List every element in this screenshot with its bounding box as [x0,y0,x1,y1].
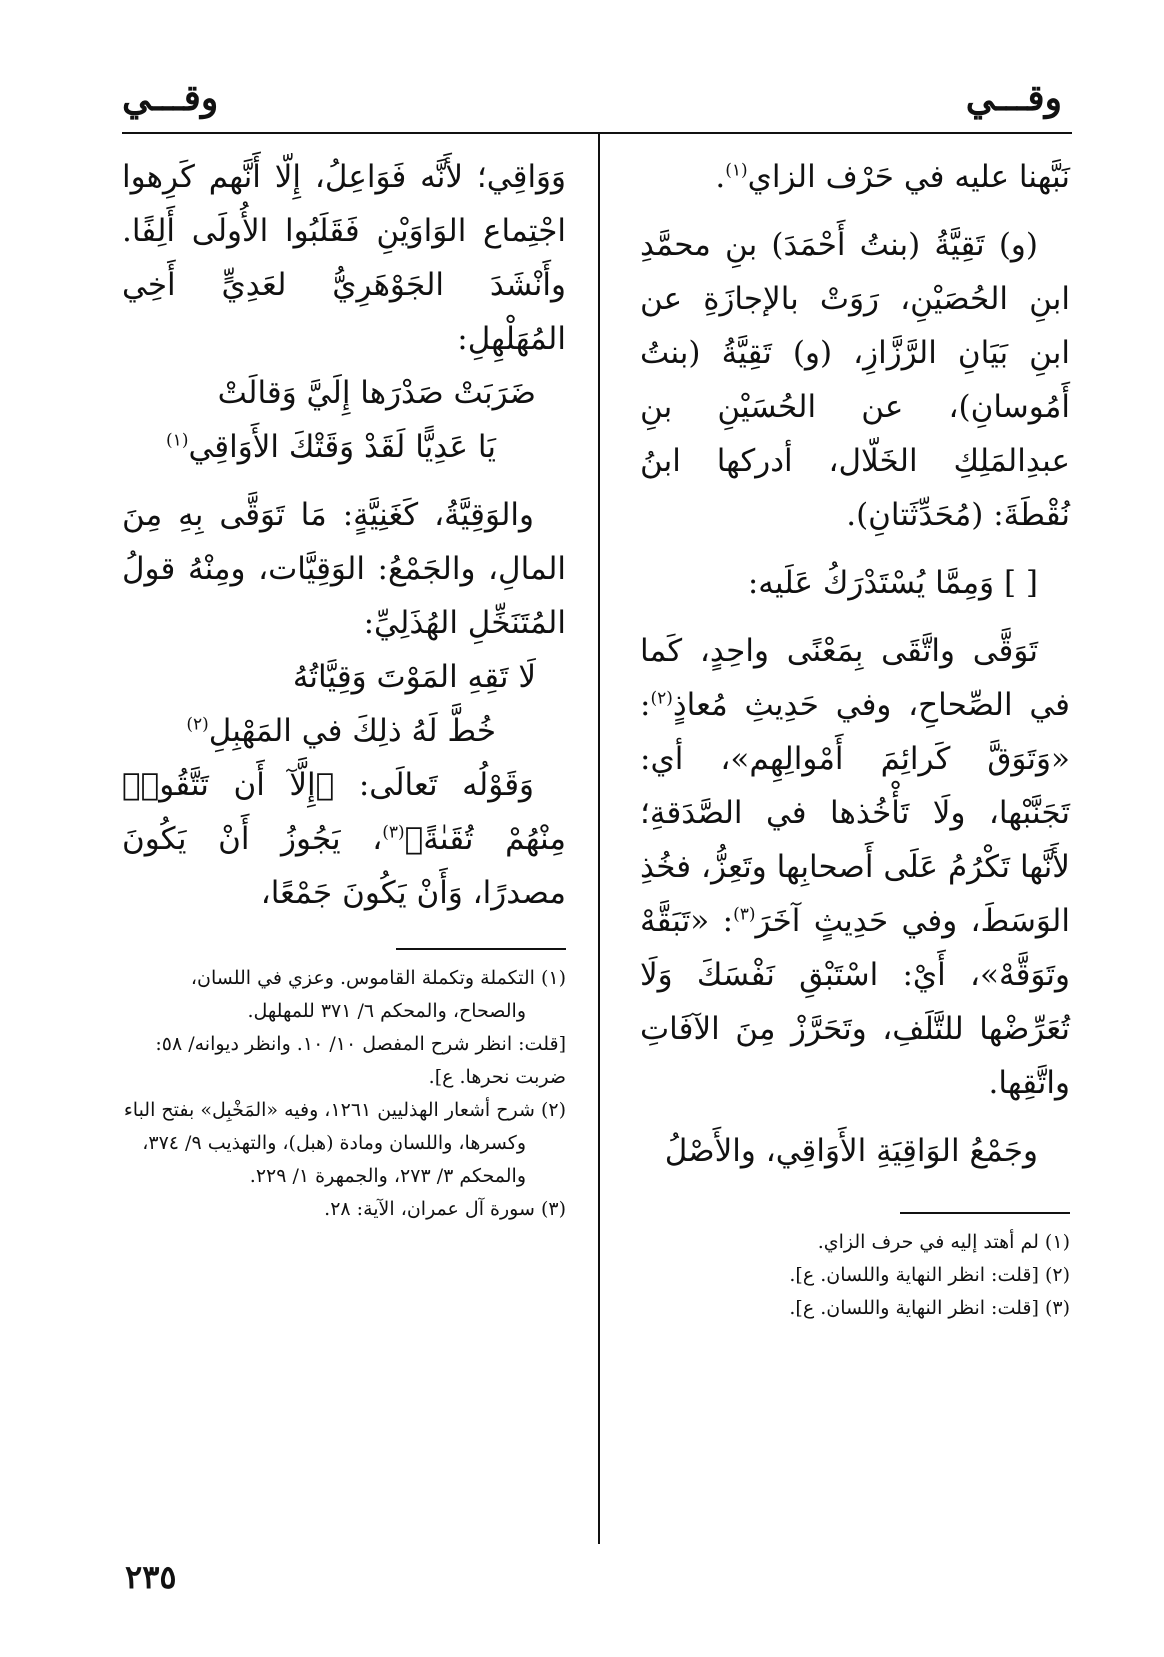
paragraph: وَوَاقِي؛ لأَنَّه فَوَاعِلُ، إِلّا أَنَّهم كَرِهوا اجْتِماع الوَاوَيْنِ فَقَلَبُوا الأُولَى أَلِفًا. وأَنْشَدَ الجَوْهَرِيُّ لعَدِيٍّ أَخِي المُهَلْهِلِ: [122,159,566,357]
paragraph: [ ] وَمِمَّا يُسْتَدْرَكُ عَلَيه: [747,565,1038,601]
running-header [122,70,1072,134]
verse-line: ضَرَبَتْ صَدْرَها إِلَيَّ وَقالَتْ [217,375,536,411]
header-word-right: وقـــي [965,77,1062,119]
footnotes [640,1226,1070,1325]
paragraph-text: تَوَقَّى واتَّقَى بِمَعْنًى واحِدٍ، كَما في الصِّحاحِ، وفي حَدِيثِ مُعاذٍ [640,633,1070,723]
paragraph [640,624,1070,1110]
paragraph [122,758,566,920]
footnote: (١) التكملة وتكملة القاموس. وعزي في اللسان، والصحاح، والمحكم ٦/ ٣٧١ للمهلهل. [190,967,566,1022]
footnote-marker: (٢) [186,714,209,735]
paragraph-text: : [722,903,734,939]
header-word-left: وقـــي [122,77,219,119]
verse-line [122,704,566,758]
verse-line [122,420,566,474]
footnote-marker: (٢) [650,688,673,709]
footnote: (٢) [قلت: انظر النهاية واللسان. ع]. [789,1264,1070,1286]
page-number: ٢٣٥ [125,1558,177,1596]
verse-line: لَا تَقِهِ المَوْتَ وَقِيَّاتُهُ [292,659,536,695]
footnote-marker: (١) [725,160,748,181]
verse-text: يَا عَدِيًّا لَقَدْ وَقَتْكَ الأَوَاقِي [188,429,496,465]
footnote: (١) لم أهتد إليه في حرف الزاي. [817,1231,1070,1253]
verse-text: خُطَّ لَهُ ذلِكَ في المَهْبِلِ [208,713,496,749]
paragraph-text: وَقَوْلُه تَعالَى: ﴿إِلَّآ أَن تَتَّقُوا۟ مِنْهُمْ تُقَىٰةً﴾ [122,767,566,857]
footnotes [122,962,566,1226]
paragraph-text: . [715,159,726,195]
footnote-marker: (٣) [382,822,405,843]
paragraph: (و) تَقِيَّةُ (بنتُ أَحْمَدَ) بنِ محمَّدِ ابنِ الحُصَيْنِ، رَوَتْ بالإجازَةِ عن ابنِ بَيَانِ الرَّزَّازِ، (و) تَقِيَّةُ (بنتُ أَمُوسانِ)، عن الحُسَيْنِ بنِ عبدِالمَلِكِ الخَلّال، أدركها ابنُ نُقْطَةَ: (مُحَدِّثَتانِ). [640,227,1070,533]
footnote: [قلت: انظر شرح المفصل ١٠/ ١٠. وانظر ديوانه/ ٥٨: ضربت نحرها. ع]. [155,1033,566,1088]
left-column [122,150,566,1226]
column-divider [598,134,600,1544]
footnote: (٣) [قلت: انظر النهاية واللسان. ع]. [789,1297,1070,1319]
right-column [640,150,1070,1325]
footnote: (٢) شرح أشعار الهذليين ١٢٦١، وفيه «المَخْبِل» بفتح الباء وكسرها، واللسان ومادة (هبل)، والتهذيب ٩/ ٣٧٤، والمحكم ٣/ ٢٧٣، والجمهرة ١/ ٢٢٩. [123,1099,566,1187]
footnote-marker: (٣) [733,904,756,925]
paragraph [640,150,1070,204]
paragraph-text: : «وَتَوَقَّ كَرائِمَ أَمْوالِهِم»، أي: تَجَنَّبْها، ولَا تَأْخُذها في الصَّدَقةِ؛ لأَنَّها تَكْرُمُ عَلَى أَصحابِها وتَعِزُّ، فخُذِ الوَسَطَ، وفي حَدِيثٍ آخَرَ [640,687,1070,939]
paragraph: والوَقِيَّةُ، كَغَنِيَّةٍ: مَا تَوَقَّى بِهِ مِنَ المالِ، والجَمْعُ: الوَقِيَّات، ومِنْهُ قولُ المُتَنَخِّلِ الهُذَلِيِّ: [122,497,566,641]
paragraph-text: ، يَجُوزُ أَنْ يَكُونَ مصدرًا، وَأَنْ يَكُونَ جَمْعًا، [122,821,566,911]
footnote-marker: (١) [166,430,189,451]
paragraph-text: نَبَّهنا عليه في حَرْف الزاي [747,159,1070,195]
paragraph-text: «تَبَقَّهْ وتَوَقَّهْ»، أَيْ: اسْتَبْقِ نَفْسَكَ وَلَا تُعَرِّضْها للتَّلَفِ، وتَحَرَّزْ مِنَ الآفَاتِ واتَّقِها. [640,903,1070,1101]
footnote: (٣) سورة آل عمران، الآية: ٢٨. [324,1198,566,1220]
paragraph: وجَمْعُ الوَاقِيَةِ الأَوَاقِي، والأَصْلُ [664,1133,1038,1169]
